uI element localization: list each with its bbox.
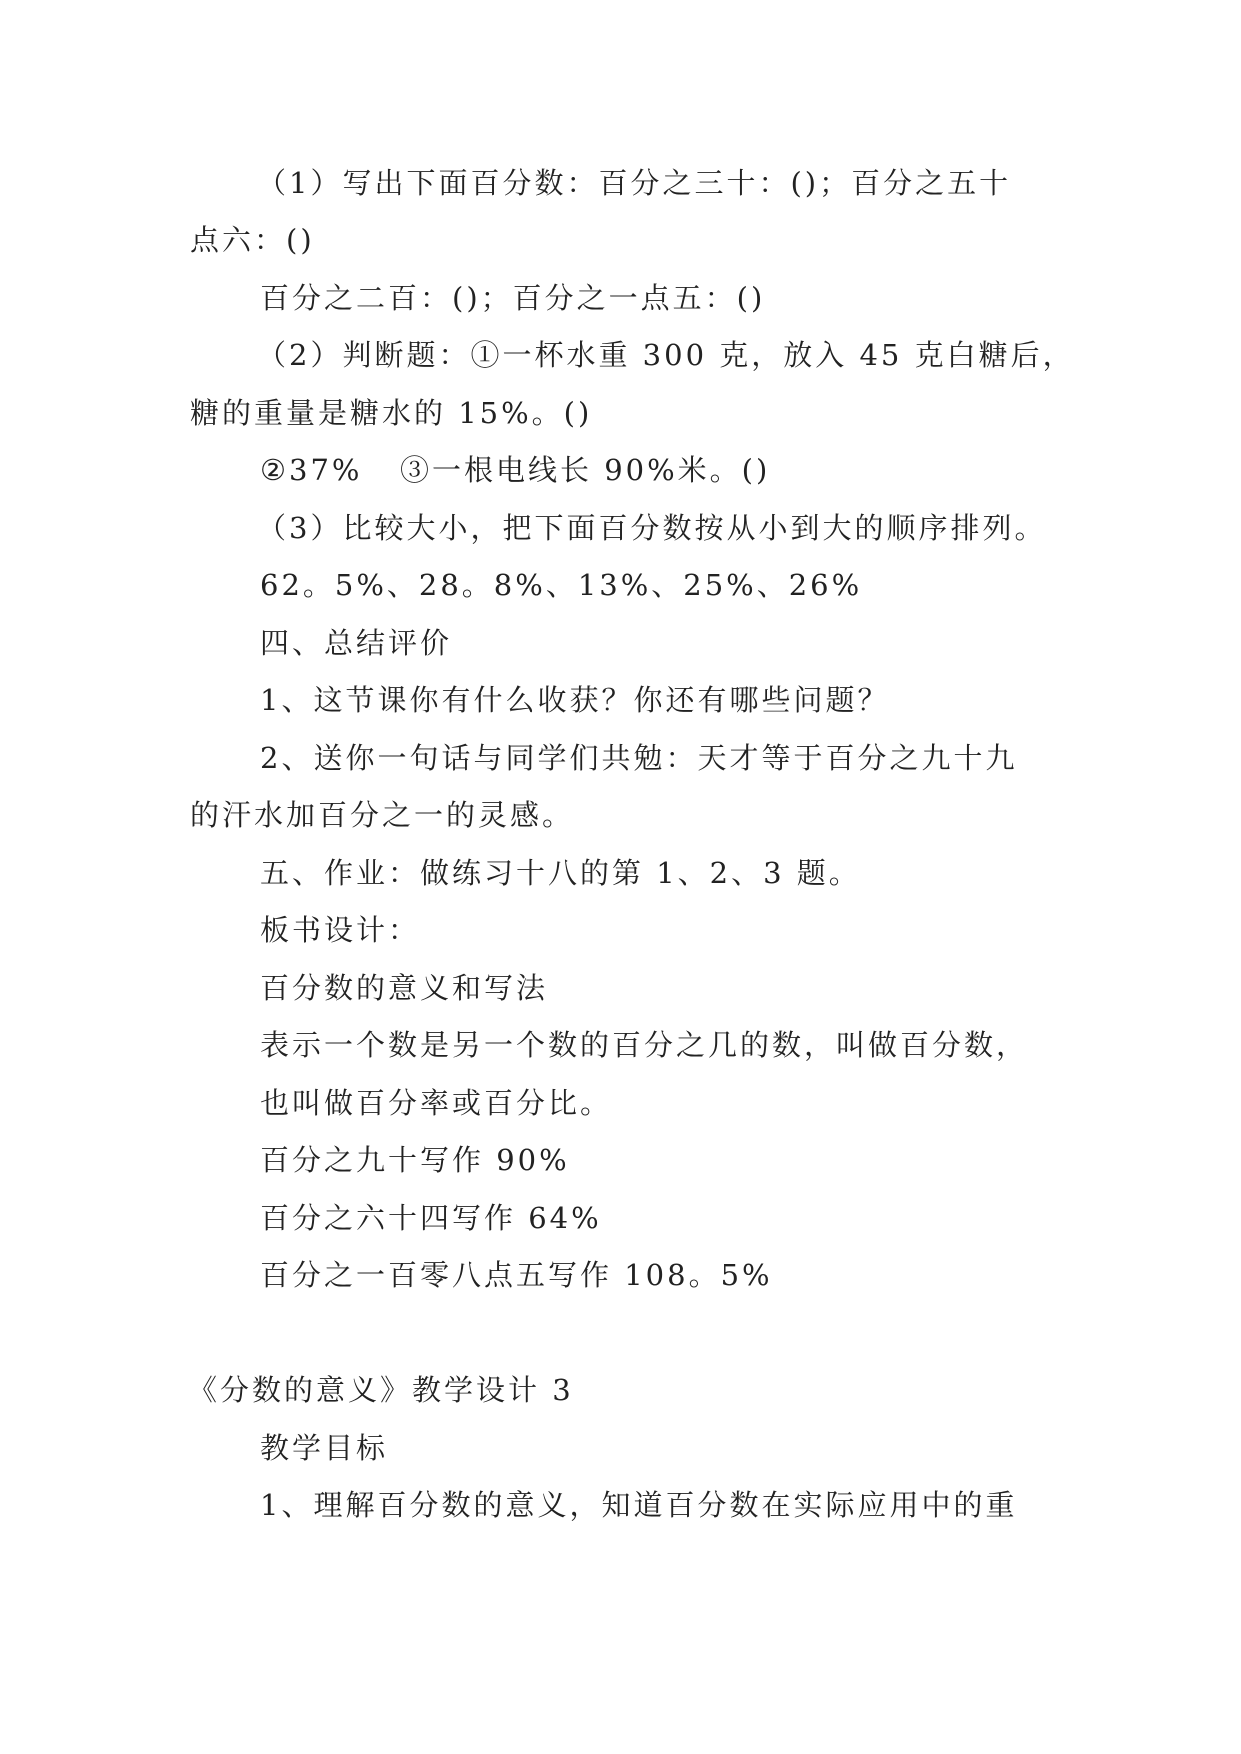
section-heading: 四、总结评价 <box>260 626 453 660</box>
text-line: 百分之一百零八点五写作 108。5% <box>260 1258 773 1292</box>
text-line: （1）写出下面百分数：百分之三十：()；百分之五十 <box>257 166 1012 200</box>
text-line: 点六：() <box>190 223 315 257</box>
text-line: 表示一个数是另一个数的百分之几的数，叫做百分数， <box>260 1028 1029 1062</box>
text-line: 糖的重量是糖水的 15%。() <box>190 396 593 430</box>
text-line: 1、理解百分数的意义，知道百分数在实际应用中的重 <box>260 1488 1018 1522</box>
text-line: 2、送你一句话与同学们共勉：天才等于百分之九十九 <box>260 741 1018 775</box>
text-line: （2）判断题：①一杯水重 300 克，放入 45 克白糖后， <box>257 338 1075 372</box>
text-line: 1、这节课你有什么收获？你还有哪些问题？ <box>260 683 890 717</box>
text-line: ③一根电线长 90%米。() <box>400 453 771 487</box>
text-line: 也叫做百分率或百分比。 <box>260 1086 613 1120</box>
text-line: 的汗水加百分之一的灵感。 <box>190 798 575 832</box>
section-heading: 教学目标 <box>260 1431 389 1465</box>
section-heading: 五、作业：做练习十八的第 1、2、3 题。 <box>260 856 861 890</box>
text-line: 百分之二百：()；百分之一点五：() <box>260 281 766 315</box>
text-line: 百分数的意义和写法 <box>260 971 549 1005</box>
document-title: 《分数的意义》教学设计 3 <box>188 1373 574 1407</box>
text-line: ②37% <box>260 453 363 487</box>
text-line: 百分之六十四写作 64% <box>260 1201 602 1235</box>
text-line: （3）比较大小，把下面百分数按从小到大的顺序排列。 <box>257 511 1047 545</box>
text-line: 百分之九十写作 90% <box>260 1143 570 1177</box>
text-line: 板书设计： <box>260 913 421 947</box>
text-line: 62。5%、28。8%、13%、25%、26% <box>260 568 863 602</box>
